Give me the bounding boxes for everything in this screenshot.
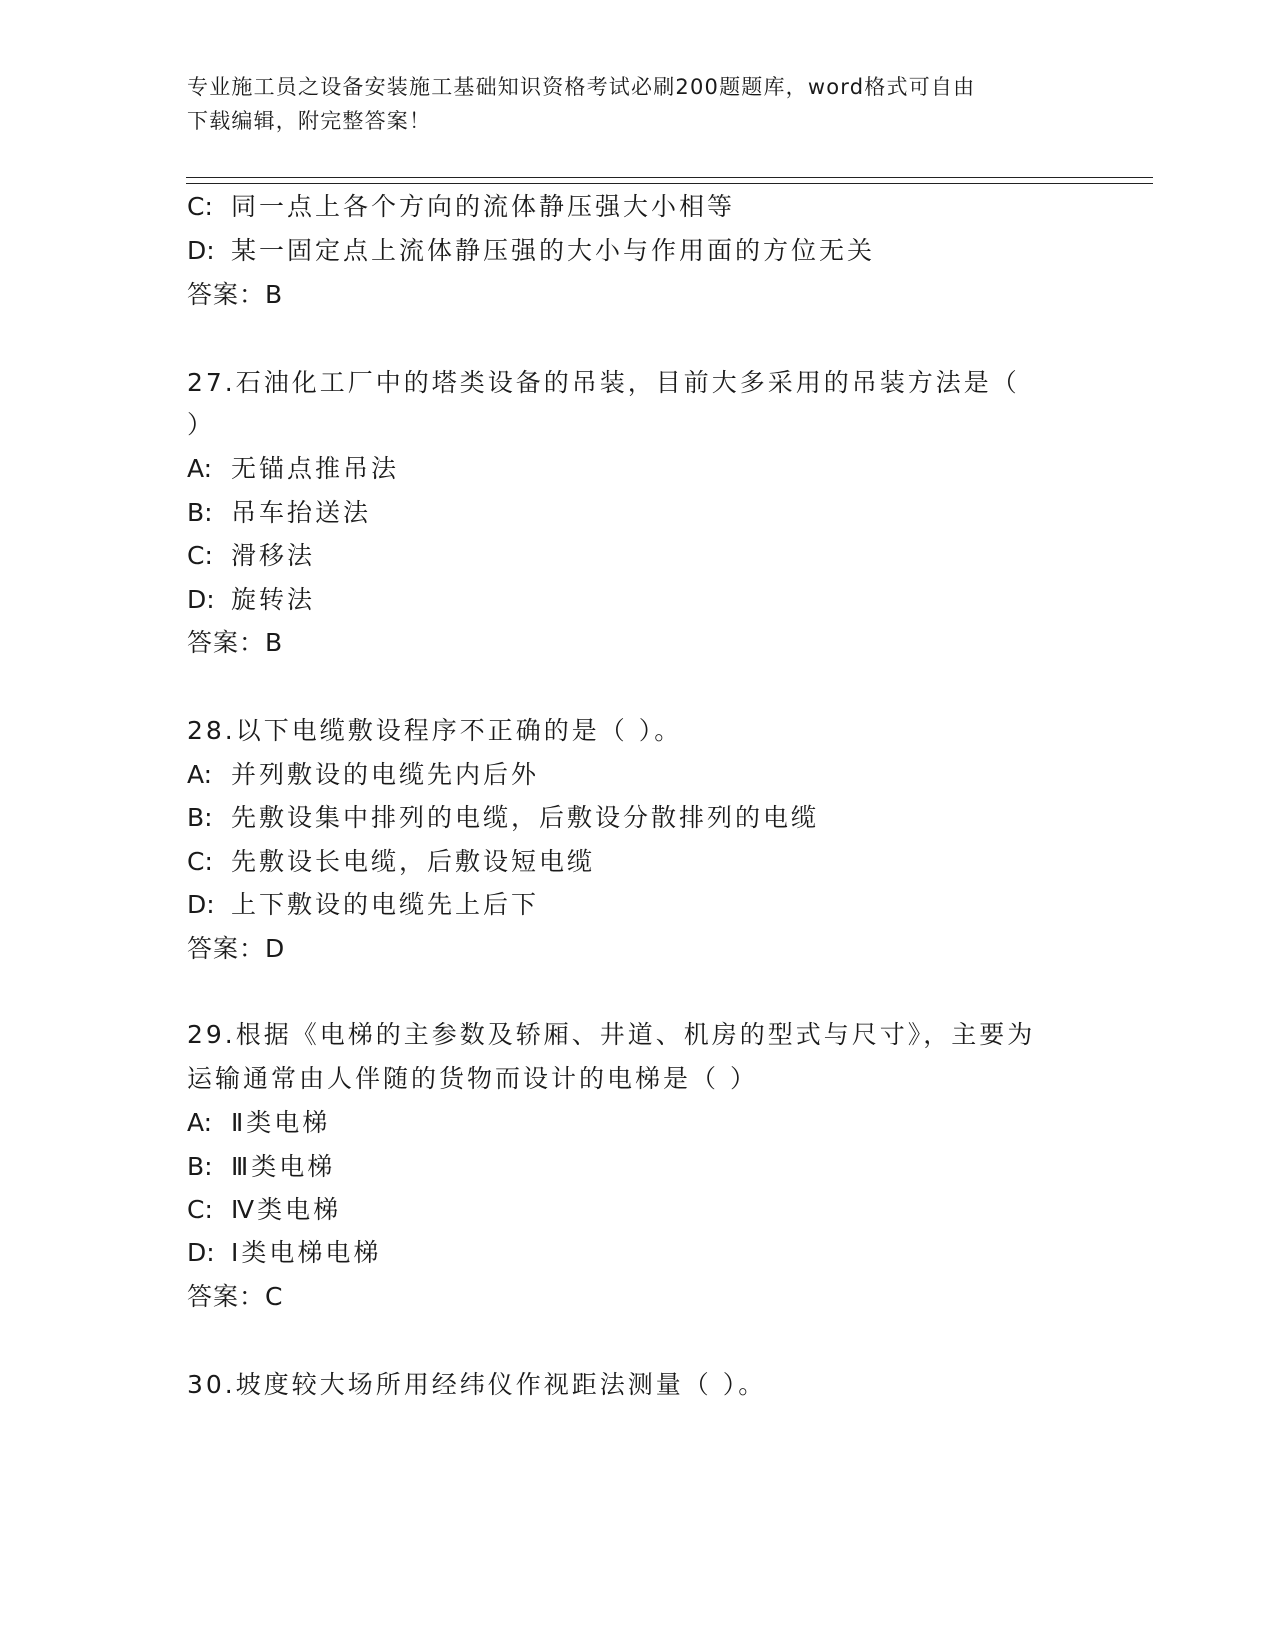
- option-text: Ⅲ类电梯: [231, 1152, 336, 1181]
- q29-stem-line-2: 运输通常由人伴随的货物而设计的电梯是（ ）: [187, 1064, 758, 1093]
- option-letter: D:: [187, 236, 215, 265]
- option-text: 上下敷设的电缆先上后下: [231, 890, 540, 919]
- option-letter: A:: [187, 760, 213, 789]
- option-text: 先敷设长电缆，后敷设短电缆: [231, 847, 596, 876]
- option-letter: D:: [187, 890, 215, 919]
- option-letter: D:: [187, 585, 215, 614]
- q28-option-b: [187, 803, 819, 833]
- option-letter: B:: [187, 803, 213, 832]
- option-text: 无锚点推吊法: [231, 454, 400, 483]
- q27-stem-line-1: 27.石油化工厂中的塔类设备的吊装，目前大多采用的吊装方法是（: [187, 368, 1020, 397]
- q30-stem: 30.坡度较大场所用经纬仪作视距法测量（ ）。: [187, 1370, 767, 1399]
- q27-option-a: [187, 454, 399, 484]
- option-letter: B:: [187, 1152, 213, 1181]
- q28-stem: 28.以下电缆敷设程序不正确的是（ ）。: [187, 716, 683, 745]
- option-letter: A:: [187, 454, 213, 483]
- option-text: 旋转法: [231, 585, 316, 614]
- q29-option-a: [187, 1108, 330, 1138]
- option-text: Ⅰ类电梯电梯: [231, 1238, 382, 1267]
- q26-option-c: [187, 192, 735, 222]
- option-text: 并列敷设的电缆先内后外: [231, 760, 540, 789]
- q26-answer: 答案：B: [187, 280, 284, 309]
- q29-answer: 答案：C: [187, 1282, 284, 1311]
- option-text: 同一点上各个方向的流体静压强大小相等: [231, 192, 736, 221]
- option-letter: A:: [187, 1108, 213, 1137]
- option-letter: C:: [187, 541, 213, 570]
- q28-option-c: [187, 847, 595, 877]
- q27-option-d: [187, 585, 315, 615]
- option-letter: C:: [187, 192, 213, 221]
- q27-stem-line-2: ）: [187, 410, 216, 439]
- option-text: Ⅳ类电梯: [231, 1195, 342, 1224]
- option-letter: D:: [187, 1238, 215, 1267]
- q29-option-b: [187, 1152, 335, 1182]
- option-letter: C:: [187, 1195, 213, 1224]
- q29-option-d: [187, 1238, 381, 1268]
- header-divider-bottom: [186, 183, 1153, 184]
- option-text: 滑移法: [231, 541, 316, 570]
- q27-option-b: [187, 498, 371, 528]
- option-text: Ⅱ类电梯: [231, 1108, 331, 1137]
- q29-stem-line-1: 29.根据《电梯的主参数及轿厢、井道、机房的型式与尺寸》，主要为: [187, 1020, 1036, 1049]
- q27-option-c: [187, 541, 315, 571]
- q28-option-a: [187, 760, 539, 790]
- option-letter: B:: [187, 498, 213, 527]
- option-text: 某一固定点上流体静压强的大小与作用面的方位无关: [231, 236, 876, 265]
- option-text: 吊车抬送法: [231, 498, 372, 527]
- option-text: 先敷设集中排列的电缆，后敷设分散排列的电缆: [231, 803, 820, 832]
- q28-option-d: [187, 890, 539, 920]
- header-divider-top: [186, 177, 1153, 178]
- option-letter: C:: [187, 847, 213, 876]
- q29-option-c: [187, 1195, 341, 1225]
- header-line-1: 专业施工员之设备安装施工基础知识资格考试必刷200题题库，word格式可自由: [187, 75, 976, 99]
- q27-answer: 答案：B: [187, 628, 284, 657]
- q28-answer: 答案：D: [187, 934, 286, 963]
- header-line-2: 下载编辑，附完整答案！: [187, 109, 432, 133]
- q26-option-d: [187, 236, 875, 266]
- document-header: [187, 70, 1067, 138]
